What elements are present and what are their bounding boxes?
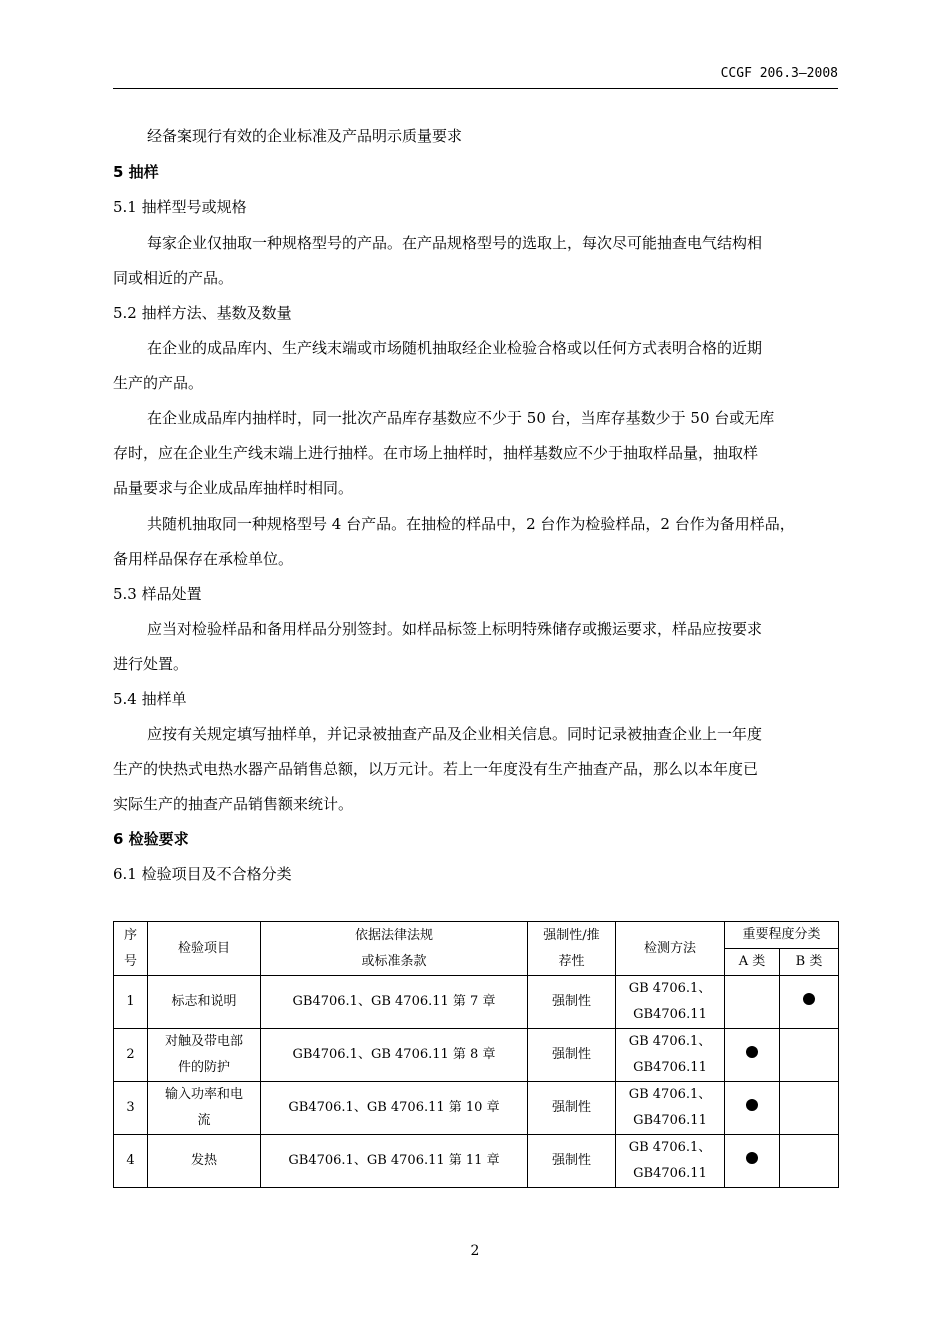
table-row (114, 1029, 839, 1082)
subsection-heading-5-3: 5.3 样品处置 (113, 585, 202, 603)
paragraph: 实际生产的抽查产品销售额来统计。 (113, 795, 354, 813)
cell-basis: GB4706.1、GB 4706.11 第 8 章 (261, 1029, 528, 1082)
subsection-heading-5-2: 5.2 抽样方法、基数及数量 (113, 304, 292, 322)
cell-class-a (725, 1135, 780, 1188)
cell-mandatory: 强制性 (528, 1135, 616, 1188)
cell-basis: GB4706.1、GB 4706.11 第 10 章 (261, 1082, 528, 1135)
cell-method: GB 4706.1、 GB4706.11 (616, 1082, 725, 1135)
cell-seq: 4 (114, 1135, 148, 1188)
page-header (113, 66, 838, 89)
paragraph: 在企业的成品库内、生产线末端或市场随机抽取经企业检验合格或以任何方式表明合格的近期 (147, 339, 763, 357)
paragraph: 共随机抽取同一种规格型号 4 台产品。在抽检的样品中，2 台作为检验样品，2 台作为备用样品， (147, 515, 795, 533)
cell-item: 对触及带电部 件的防护 (148, 1029, 261, 1082)
header-class-b: B 类 (780, 949, 839, 976)
cell-item: 标志和说明 (148, 976, 261, 1029)
filled-dot-icon (746, 1099, 758, 1111)
cell-method: GB 4706.1、 GB4706.11 (616, 1135, 725, 1188)
cell-basis: GB4706.1、GB 4706.11 第 11 章 (261, 1135, 528, 1188)
header-seq: 序 号 (114, 922, 148, 976)
inspection-items-table (113, 921, 839, 1188)
standard-code: CCGF 206.3—2008 (720, 66, 838, 81)
filled-dot-icon (746, 1152, 758, 1164)
header-method: 检测方法 (616, 922, 725, 976)
paragraph: 经备案现行有效的企业标准及产品明示质量要求 (147, 127, 463, 145)
header-importance: 重要程度分类 (725, 922, 839, 949)
paragraph: 生产的快热式电热水器产品销售总额，以万元计。若上一年度没有生产抽查产品，那么以本年度已 (113, 760, 759, 778)
cell-class-b (780, 1082, 839, 1135)
paragraph: 应当对检验样品和备用样品分别签封。如样品标签上标明特殊储存或搬运要求，样品应按要求 (147, 620, 763, 638)
filled-dot-icon (803, 993, 815, 1005)
cell-class-b (780, 1029, 839, 1082)
cell-class-b (780, 1135, 839, 1188)
paragraph: 每家企业仅抽取一种规格型号的产品。在产品规格型号的选取上，每次尽可能抽查电气结构相 (147, 234, 763, 252)
header-item: 检验项目 (148, 922, 261, 976)
cell-item: 发热 (148, 1135, 261, 1188)
table-row (114, 1082, 839, 1135)
subsection-heading-5-4: 5.4 抽样单 (113, 690, 187, 708)
cell-seq: 2 (114, 1029, 148, 1082)
cell-method: GB 4706.1、 GB4706.11 (616, 976, 725, 1029)
paragraph: 备用样品保存在承检单位。 (113, 550, 294, 568)
paragraph: 应按有关规定填写抽样单，并记录被抽查产品及企业相关信息。同时记录被抽查企业上一年度 (147, 725, 763, 743)
cell-seq: 3 (114, 1082, 148, 1135)
cell-mandatory: 强制性 (528, 1029, 616, 1082)
page-number: 2 (470, 1243, 480, 1259)
cell-class-b (780, 976, 839, 1029)
subsection-heading-5-1: 5.1 抽样型号或规格 (113, 198, 247, 216)
cell-item: 输入功率和电 流 (148, 1082, 261, 1135)
cell-seq: 1 (114, 976, 148, 1029)
section-heading-6: 6 检验要求 (113, 830, 189, 848)
header-class-a: A 类 (725, 949, 780, 976)
header-mandatory: 强制性/推 荐性 (528, 922, 616, 976)
paragraph: 存时，应在企业生产线末端上进行抽样。在市场上抽样时，抽样基数应不少于抽取样品量，抽取样 (113, 444, 759, 462)
cell-mandatory: 强制性 (528, 1082, 616, 1135)
cell-basis: GB4706.1、GB 4706.11 第 7 章 (261, 976, 528, 1029)
cell-class-a (725, 1082, 780, 1135)
subsection-heading-6-1: 6.1 检验项目及不合格分类 (113, 865, 292, 883)
table-row (114, 976, 839, 1029)
paragraph: 品量要求与企业成品库抽样时相同。 (113, 479, 354, 497)
cell-mandatory: 强制性 (528, 976, 616, 1029)
cell-method: GB 4706.1、 GB4706.11 (616, 1029, 725, 1082)
section-heading-5: 5 抽样 (113, 163, 159, 181)
cell-class-a (725, 1029, 780, 1082)
paragraph: 同或相近的产品。 (113, 269, 234, 287)
paragraph: 进行处置。 (113, 655, 189, 673)
cell-class-a (725, 976, 780, 1029)
table-row (114, 1135, 839, 1188)
filled-dot-icon (746, 1046, 758, 1058)
paragraph: 生产的产品。 (113, 374, 204, 392)
paragraph: 在企业成品库内抽样时，同一批次产品库存基数应不少于 50 台，当库存基数少于 50 台或无库 (147, 409, 775, 427)
header-basis: 依据法律法规 或标准条款 (261, 922, 528, 976)
